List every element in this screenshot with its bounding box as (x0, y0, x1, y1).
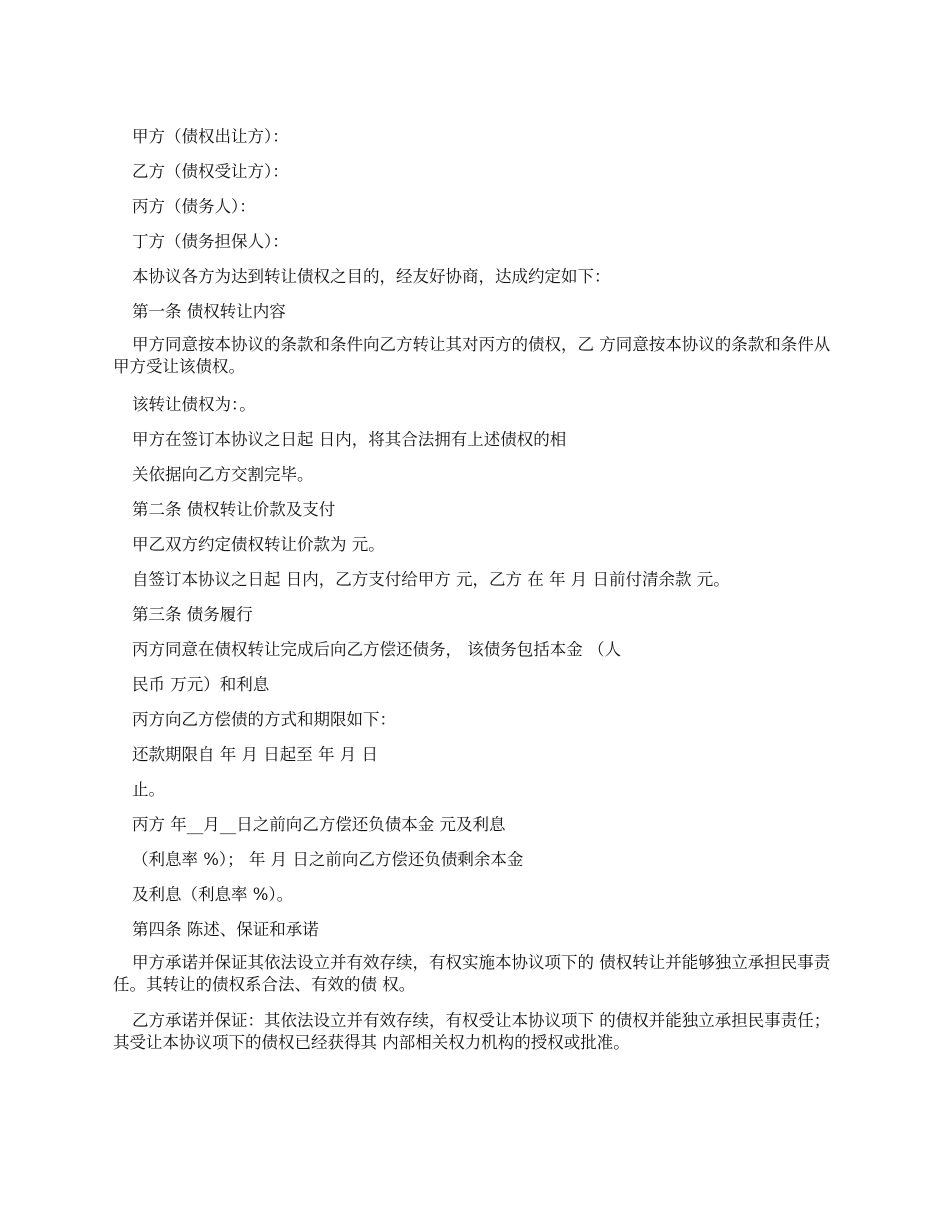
article-3-clause-2: 丙方向乙方偿债的方式和期限如下： (132, 710, 396, 729)
party-a-line: 甲方（债权出让方）： (132, 127, 289, 146)
article-1-clause-2: 该转让债权为：。 (132, 395, 256, 414)
article-1-clause-3a: 甲方在签订本协议之日起 日内，将其合法拥有上述债权的相 (132, 430, 567, 449)
article-2-heading: 第二条 债权转让价款及支付 (132, 500, 336, 519)
article-3-clause-4a: 丙方 年__月__日之前向乙方偿还负债本金 元及利息 (132, 815, 506, 834)
party-d-line: 丁方（债务担保人）： (132, 232, 289, 251)
article-3-heading: 第三条 债务履行 (132, 605, 253, 624)
document-body (113, 124, 833, 1068)
preamble: 本协议各方为达到转让债权之目的，经友好协商，达成约定如下： (132, 267, 611, 286)
article-4-clause-2: 乙方承诺并保证：其依法设立并有效存续，有权受让本协议项下 的债权并能独立承担民事责任；其受让本协议项下的债权已经获得其 内部相关权力机构的授权或批准。 (113, 1011, 831, 1052)
article-3-clause-1a: 丙方同意在债权转让完成后向乙方偿还债务， 该债务包括本金 （人 (132, 640, 621, 659)
article-4-clause-1: 甲方承诺并保证其依法设立并有效存续，有权实施本协议项下的 债权转让并能够独立承担民事责任。其转让的债权系合法、有效的债 权。 (113, 953, 831, 994)
article-3-clause-4b: （利息率 %）； 年 月 日之前向乙方偿还负债剩余本金 (132, 850, 524, 869)
article-3-clause-3b: 止。 (132, 780, 165, 799)
article-3-clause-3a: 还款期限自 年 月 日起至 年 月 日 (132, 745, 378, 764)
article-2-clause-2: 自签订本协议之日起 日内，乙方支付给甲方 元，乙方 在 年 月 日前付清余款 元。 (132, 570, 730, 589)
article-1-heading: 第一条 债权转让内容 (132, 302, 286, 321)
article-3-clause-4c: 及利息（利息率 %）。 (132, 885, 294, 904)
article-1-clause-3b: 关依据向乙方交割完毕。 (132, 465, 314, 484)
article-2-clause-1: 甲乙双方约定债权转让价款为 元。 (132, 535, 385, 554)
article-1-clause-1: 甲方同意按本协议的条款和条件向乙方转让其对丙方的债权，乙 方同意按本协议的条款和条件从甲方受让该债权。 (113, 335, 831, 376)
article-4-heading: 第四条 陈述、保证和承诺 (132, 920, 319, 939)
party-b-line: 乙方（债权受让方）： (132, 162, 289, 181)
party-c-line: 丙方（债务人）： (132, 197, 256, 216)
article-3-clause-1b: 民币 万元）和利息 (132, 675, 270, 694)
